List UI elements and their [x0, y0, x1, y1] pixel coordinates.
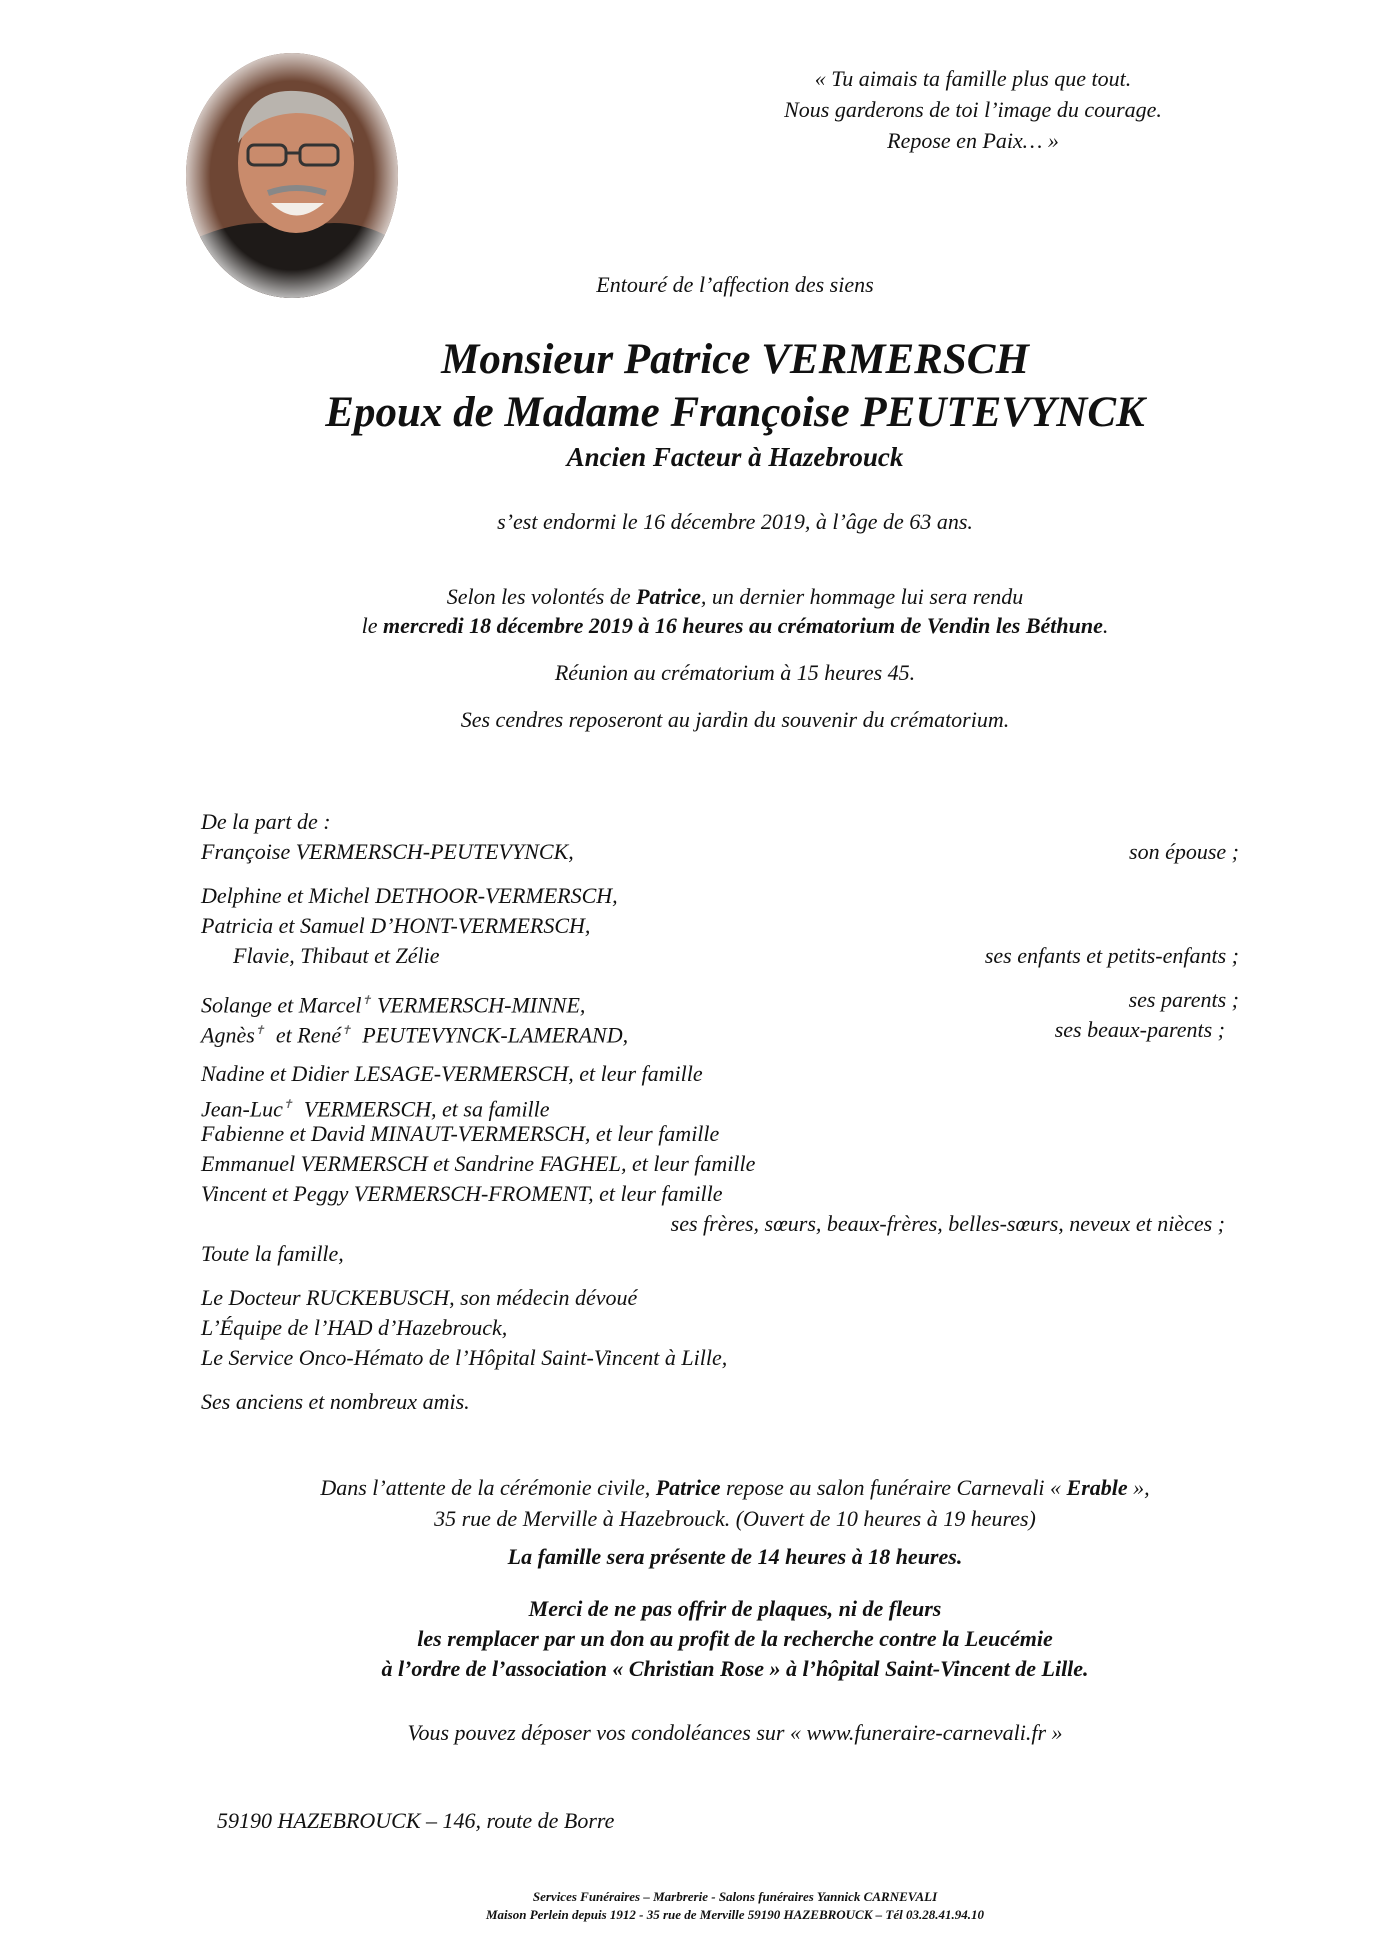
list-item — [201, 1149, 1239, 1179]
list-item — [201, 1239, 1239, 1269]
list-item — [201, 1313, 1239, 1343]
condolences-line: Vous pouvez déposer vos condoléances sur « www.funeraire-carnevali.fr » — [407, 1720, 1063, 1745]
list-item — [201, 941, 1239, 971]
portrait-illustration — [186, 53, 398, 298]
profession-line: Ancien Facteur à Hazebrouck — [566, 442, 904, 472]
cross-icon: ✝ — [254, 1023, 265, 1037]
quote-line: « Tu aimais ta famille plus que tout. — [814, 66, 1132, 91]
quote-line: Nous garderons de toi l’image du courage. — [784, 97, 1162, 122]
text: le — [361, 613, 383, 638]
child-name: Patricia et Samuel D’HONT-VERMERSCH, — [201, 913, 591, 938]
friends-line: Ses anciens et nombreux amis. — [201, 1389, 470, 1414]
salon-line-1 — [0, 1472, 1378, 1503]
presence-line: La famille sera présente de 14 heures à 18 heures. — [507, 1544, 963, 1569]
family-list — [201, 807, 1239, 1417]
list-item — [201, 1015, 1239, 1048]
medical-thanks: Le Docteur RUCKEBUSCH, son médecin dévoué — [201, 1285, 638, 1310]
text: . — [1102, 613, 1109, 638]
hommage-line-2 — [0, 613, 1378, 639]
text: , un dernier hommage lui sera rendu — [700, 584, 1024, 609]
ashes-line: Ses cendres reposeront au jardin du souvenir du crématorium. — [460, 707, 1010, 732]
sibling-name: Emmanuel VERMERSCH et Sandrine FAGHEL, et leur famille — [201, 1151, 756, 1176]
sibling-name — [201, 1089, 550, 1122]
address-line: 59190 HAZEBROUCK – 146, route de Borre — [217, 1808, 615, 1833]
grandchildren-names: Flavie, Thibaut et Zélie — [233, 943, 440, 968]
text: Selon les volontés de — [446, 584, 637, 609]
text: Dans l’attente de la cérémonie civile, — [320, 1475, 656, 1500]
sibling-name: Nadine et Didier LESAGE-VERMERSCH, et leur famille — [201, 1061, 703, 1086]
text: Jean-Luc — [201, 1096, 283, 1122]
list-item — [201, 1179, 1239, 1209]
family-header: De la part de : — [201, 809, 331, 834]
cross-icon: ✝ — [341, 1023, 352, 1037]
inlaws-role: ses beaux-parents ; — [1054, 1017, 1225, 1042]
reunion-line: Réunion au crématorium à 15 heures 45. — [554, 660, 916, 685]
footer-line: Maison Perlein depuis 1912 - 35 rue de Merville 59190 HAZEBROUCK – Tél 03.28.41.94.10 — [486, 1907, 984, 1922]
children-role: ses enfants et petits-enfants ; — [984, 943, 1239, 968]
salon-info — [0, 1472, 1378, 1534]
text: Solange et Marcel — [201, 992, 362, 1018]
footer-line: Services Funéraires – Marbrerie - Salons funéraires Yannick CARNEVALI — [532, 1889, 938, 1904]
list-item — [201, 1209, 1239, 1239]
list-item — [201, 881, 1239, 911]
all-family: Toute la famille, — [201, 1241, 344, 1266]
spouse-role: son épouse ; — [1129, 839, 1239, 864]
salon-line-2: 35 rue de Merville à Hazebrouck. (Ouvert de 10 heures à 19 heures) — [434, 1506, 1036, 1531]
list-item — [201, 837, 1239, 867]
list-item — [201, 985, 1239, 1018]
death-notice: s’est endormi le 16 décembre 2019, à l’âge de 63 ans. — [497, 509, 973, 534]
inlaws-names — [201, 1015, 629, 1048]
medical-thanks: L’Équipe de l’HAD d’Hazebrouck, — [201, 1315, 508, 1340]
medical-thanks: Le Service Onco-Hémato de l’Hôpital Saint-Vincent à Lille, — [201, 1345, 728, 1370]
sibling-name: Vincent et Peggy VERMERSCH-FROMENT, et leur famille — [201, 1181, 723, 1206]
text: repose au salon funéraire Carnevali « — [720, 1475, 1067, 1500]
deceased-name: Monsieur Patrice VERMERSCH — [441, 336, 1029, 383]
portrait-photo — [186, 53, 398, 298]
list-item — [201, 807, 1239, 837]
intro-text: Entouré de l’affection des siens — [596, 272, 874, 297]
list-item — [201, 1119, 1239, 1149]
list-item — [201, 1387, 1239, 1417]
child-name: Delphine et Michel DETHOOR-VERMERSCH, — [201, 883, 618, 908]
list-item — [201, 1059, 1239, 1089]
first-name: Patrice — [636, 584, 701, 609]
flowers-line: à l’ordre de l’association « Christian Rose » à l’hôpital Saint-Vincent de Lille. — [381, 1656, 1089, 1681]
parents-role: ses parents ; — [1128, 987, 1239, 1012]
siblings-role: ses frères, sœurs, beaux-frères, belles-sœurs, neveux et nièces ; — [670, 1211, 1225, 1236]
spouse-name: Françoise VERMERSCH-PEUTEVYNCK, — [201, 839, 574, 864]
salon-name: Erable — [1066, 1475, 1128, 1500]
quote-line: Repose en Paix… » — [887, 128, 1059, 153]
list-item — [201, 1089, 1239, 1122]
ceremony-details: mercredi 18 décembre 2019 à 16 heures au crématorium de Vendin les Béthune — [383, 613, 1103, 638]
text: Agnès — [201, 1022, 255, 1048]
list-item — [201, 1343, 1239, 1373]
cross-icon: ✝ — [361, 993, 372, 1007]
flowers-line: Merci de ne pas offrir de plaques, ni de fleurs — [528, 1596, 942, 1621]
text: VERMERSCH-MINNE, — [371, 992, 586, 1018]
parents-names — [201, 985, 586, 1018]
text: VERMERSCH, et sa famille — [292, 1096, 550, 1122]
hommage-line-1 — [0, 584, 1378, 610]
list-item — [201, 1283, 1239, 1313]
list-item — [201, 911, 1239, 941]
cross-icon: ✝ — [282, 1097, 293, 1111]
flowers-line: les remplacer par un don au profit de la recherche contre la Leucémie — [417, 1626, 1053, 1651]
flowers-notice — [0, 1594, 1378, 1684]
epitaph-quote — [693, 63, 1253, 156]
spouse-line: Epoux de Madame Françoise PEUTEVYNCK — [325, 389, 1145, 436]
text: », — [1127, 1475, 1150, 1500]
sibling-name: Fabienne et David MINAUT-VERMERSCH, et leur famille — [201, 1121, 720, 1146]
first-name: Patrice — [655, 1475, 721, 1500]
text: et René — [264, 1022, 342, 1048]
text: PEUTEVYNCK-LAMERAND, — [351, 1022, 629, 1048]
